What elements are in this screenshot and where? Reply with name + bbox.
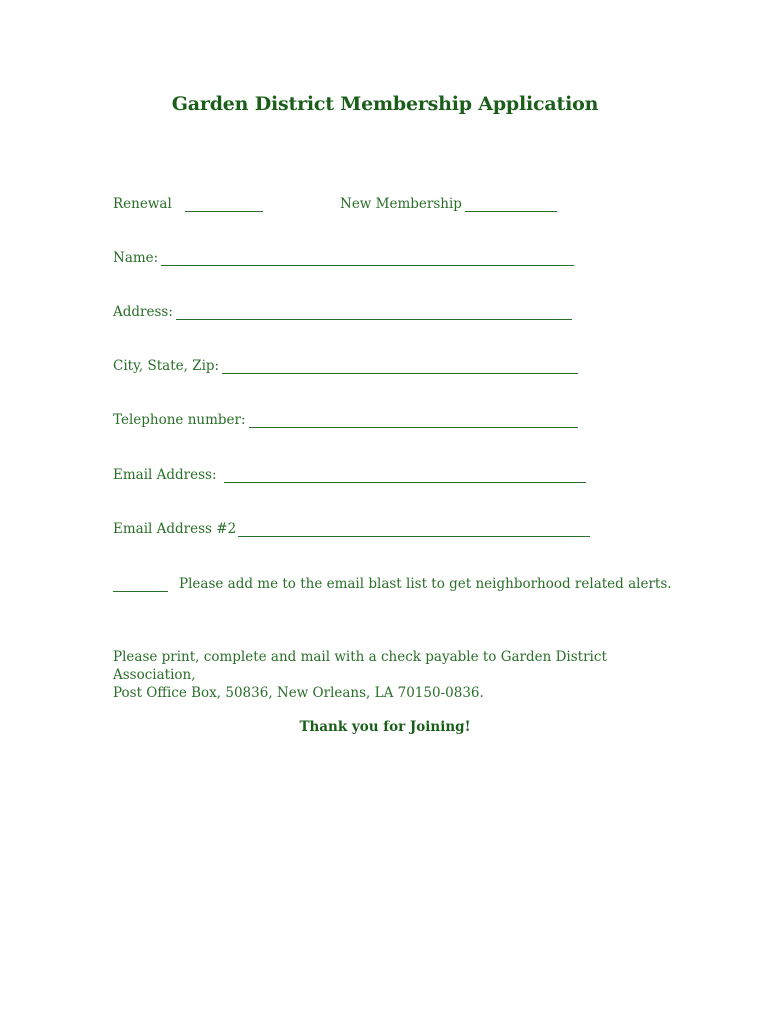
address-label: Address: <box>113 304 173 320</box>
name-label: Name: <box>113 250 159 266</box>
address-row <box>113 304 572 320</box>
email-blast-text: Please add me to the email blast list to get neighborhood related alerts. <box>179 576 672 592</box>
name-row <box>113 250 574 266</box>
new-membership-label: New Membership <box>340 196 462 212</box>
city-state-zip-blank[interactable] <box>222 361 578 374</box>
email2-row <box>113 521 590 537</box>
city-state-zip-row <box>113 358 578 374</box>
email2-blank[interactable] <box>238 524 590 537</box>
email-blast-row <box>113 576 672 592</box>
instructions-line-2: Post Office Box, 50836, New Orleans, LA 70150-0836. <box>113 685 484 701</box>
email-row <box>113 467 586 483</box>
new-membership-blank[interactable] <box>465 199 557 212</box>
thank-you-text: Thank you for Joining! <box>299 719 471 735</box>
email2-label: Email Address #2 <box>113 521 237 537</box>
city-state-zip-label: City, State, Zip: <box>113 358 220 374</box>
renewal-blank[interactable] <box>185 199 263 212</box>
telephone-row <box>113 412 578 428</box>
telephone-blank[interactable] <box>249 415 578 428</box>
telephone-label: Telephone number: <box>113 412 246 428</box>
address-blank[interactable] <box>176 307 572 320</box>
email-label: Email Address: <box>113 467 217 483</box>
email-blank[interactable] <box>224 470 586 483</box>
name-blank[interactable] <box>161 253 574 266</box>
email-blast-blank[interactable] <box>113 579 168 592</box>
page-title: Garden District Membership Application <box>171 93 599 115</box>
instructions-line-1: Please print, complete and mail with a check payable to Garden District Association, <box>113 649 607 683</box>
renewal-label: Renewal <box>113 196 172 212</box>
mailing-instructions <box>113 648 673 702</box>
new-membership-row <box>340 196 557 212</box>
membership-type-row <box>113 196 263 212</box>
